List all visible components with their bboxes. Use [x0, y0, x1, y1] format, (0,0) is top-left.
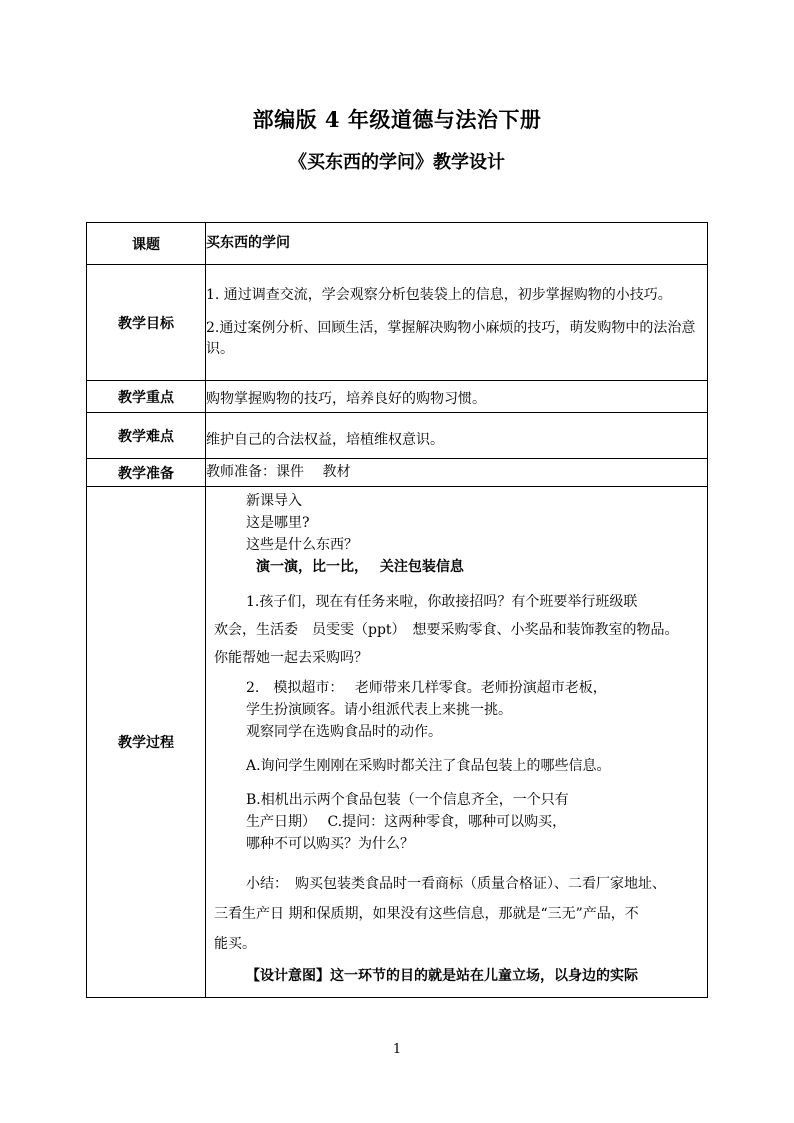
process-line: 2. 模拟超市： 老师带来几样零食。老师扮演超市老板，	[246, 680, 607, 696]
process-line: 欢会，生活委 员雯雯（ppt） 想要采购零食、小奖品和装饰教室的物品。	[214, 622, 679, 638]
row-label: 课题	[87, 223, 206, 265]
table-row	[87, 413, 708, 459]
goal-item: 1. 通过调查交流，学会观察分析包装袋上的信息，初步掌握购物的小技巧。	[206, 287, 672, 303]
page-number: 1	[392, 1042, 402, 1057]
process-line: 生产日期） C.提问：这两种零食，哪种可以购买，	[246, 814, 567, 830]
table-row	[87, 487, 708, 998]
table-row	[87, 223, 708, 265]
goal-item: 2.通过案例分析、回顾生活，掌握解决购物小麻烦的技巧，萌发购物中的法治意识。	[206, 320, 696, 357]
process-line: 新课导入	[246, 493, 302, 509]
process-line: 1.孩子们，现在有任务来啦，你敢接招吗？有个班要举行班级联	[246, 594, 638, 610]
process-line: 你能帮她一起去采购吗？	[214, 650, 368, 666]
row-label: 教学准备	[87, 459, 206, 487]
table-row	[87, 459, 708, 487]
process-line: 哪种不可以购买？为什么？	[246, 836, 414, 852]
table-row	[87, 265, 708, 381]
lesson-topic: 买东西的学问	[206, 223, 708, 265]
row-label: 教学重点	[87, 381, 206, 413]
difficult-points: 维护自己的合法权益，培植维权意识。	[206, 413, 708, 459]
process-line: B.相机出示两个食品包装（一个信息齐全，一个只有	[246, 792, 569, 808]
process-line: 小结： 购买包装类食品时一看商标（质量合格证）、二看厂家地址、	[246, 876, 666, 892]
design-intent: 【设计意图】这一环节的目的就是站在儿童立场，以身边的实际	[246, 968, 638, 984]
process-line: 这是哪里?	[246, 515, 310, 531]
table-row	[87, 381, 708, 413]
document-title: 部编版 4 年级道德与法治下册	[252, 107, 542, 132]
document-subtitle: 《买东西的学问》教学设计	[289, 152, 505, 173]
teaching-preparation: 教师准备：课件 教材	[206, 459, 708, 487]
process-line: 学生扮演顾客。请小组派代表上来挑一挑。	[246, 702, 512, 718]
key-points: 购物掌握购物的技巧，培养良好的购物习惯。	[206, 381, 708, 413]
teaching-goals	[206, 265, 708, 381]
process-line: 能买。	[214, 936, 256, 952]
process-line: 这些是什么东西？	[246, 537, 358, 553]
process-line: A.询问学生刚刚在采购时都关注了食品包装上的哪些信息。	[246, 758, 611, 774]
row-label: 教学目标	[87, 265, 206, 381]
row-label: 教学过程	[87, 487, 206, 998]
teaching-process	[206, 487, 708, 998]
process-heading: 演一演，比一比， 关注包装信息	[256, 559, 464, 575]
process-line: 观察同学在选购食品时的动作。	[246, 724, 442, 740]
process-line: 三看生产日 期和保质期，如果没有这些信息，那就是“三无”产品，不	[214, 906, 639, 922]
row-label: 教学难点	[87, 413, 206, 459]
lesson-plan-table	[86, 222, 708, 998]
